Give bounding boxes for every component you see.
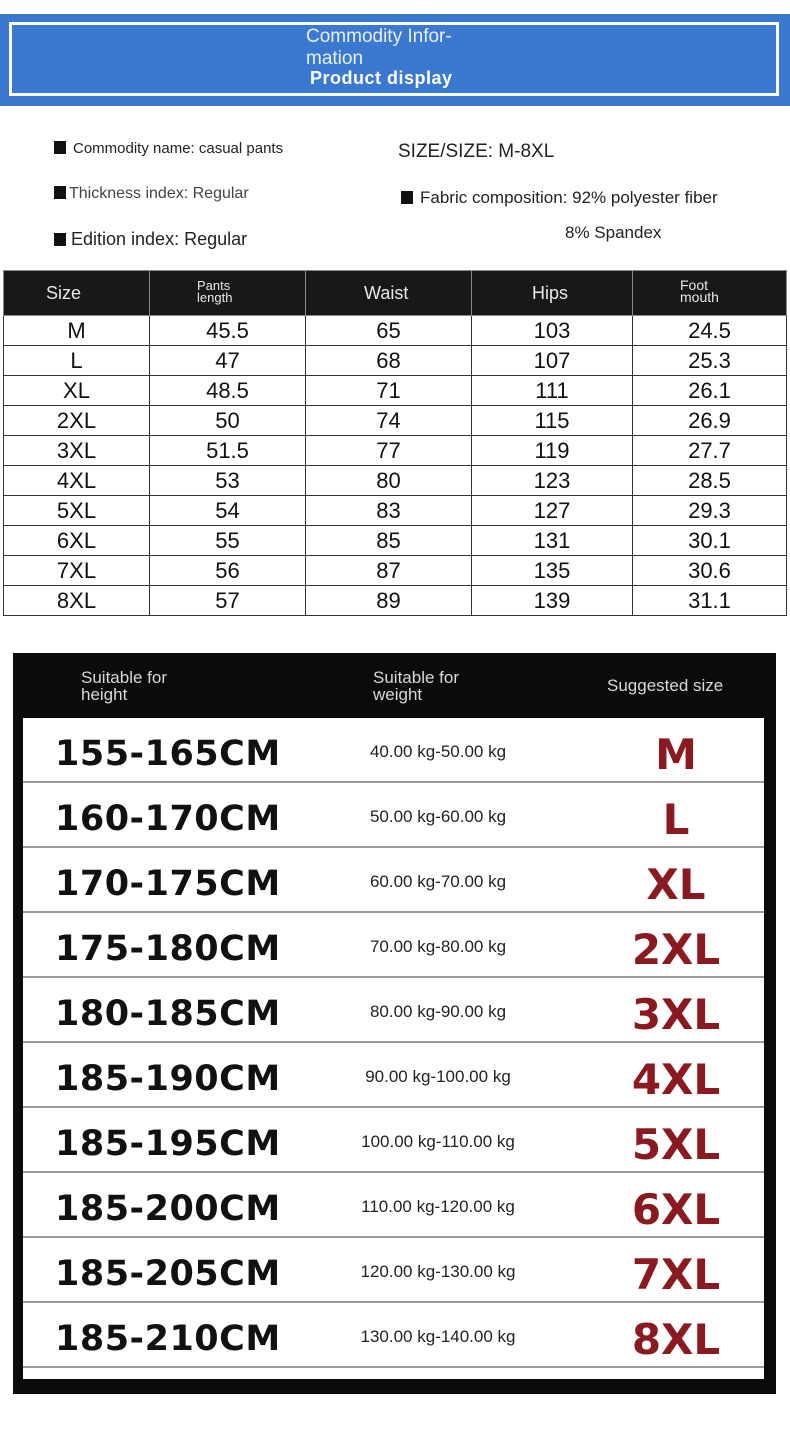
height-range: 185-200CM (55, 1189, 281, 1229)
size-table (3, 270, 787, 616)
height-range: 185-190CM (55, 1059, 281, 1099)
size-table-row (4, 436, 787, 466)
cell-waist: 87 (306, 556, 472, 586)
header-waist: Waist (306, 271, 472, 316)
height-range: 155-165CM (55, 734, 281, 774)
cell-foot-mouth: 26.9 (633, 406, 787, 436)
cell-hips: 103 (472, 316, 633, 346)
cell-size: M (4, 316, 150, 346)
height-range: 185-210CM (55, 1319, 281, 1359)
size-table-row (4, 406, 787, 436)
size-table-row (4, 316, 787, 346)
header-height: Suitable for height (81, 668, 167, 704)
suggested-size: 3XL (631, 990, 721, 1039)
cell-size: 4XL (4, 466, 150, 496)
size-table-header (4, 271, 787, 316)
banner-subtitle: Product display (310, 68, 453, 88)
cell-waist: 80 (306, 466, 472, 496)
cell-pants-length: 57 (150, 586, 306, 616)
weight-range: 50.00 kg-60.00 kg (369, 807, 507, 826)
cell-foot-mouth: 24.5 (633, 316, 787, 346)
cell-pants-length: 53 (150, 466, 306, 496)
height-range: 180-185CM (55, 994, 281, 1034)
recommendation-row (23, 913, 764, 978)
cell-waist: 83 (306, 496, 472, 526)
banner-title: Commodity Infor- mation (306, 26, 452, 69)
height-range: 160-170CM (55, 799, 281, 839)
recommendation-row (23, 1303, 764, 1368)
suggested-size: 2XL (631, 925, 721, 974)
cell-waist: 74 (306, 406, 472, 436)
suggested-size: 4XL (631, 1055, 721, 1104)
cell-pants-length: 56 (150, 556, 306, 586)
weight-range: 130.00 kg-140.00 kg (360, 1327, 516, 1346)
weight-range: 90.00 kg-100.00 kg (365, 1067, 511, 1086)
size-table-row (4, 556, 787, 586)
header-foot-mouth: Foot mouth (633, 271, 787, 316)
cell-pants-length: 50 (150, 406, 306, 436)
cell-pants-length: 55 (150, 526, 306, 556)
cell-hips: 123 (472, 466, 633, 496)
weight-range: 120.00 kg-130.00 kg (360, 1262, 516, 1281)
suggested-size: 8XL (631, 1315, 721, 1364)
cell-foot-mouth: 30.1 (633, 526, 787, 556)
weight-range: 40.00 kg-50.00 kg (369, 742, 507, 761)
suggested-size: XL (646, 860, 706, 909)
size-recommendation-panel (13, 653, 776, 1394)
weight-range: 80.00 kg-90.00 kg (369, 1002, 507, 1021)
cell-size: 5XL (4, 496, 150, 526)
info-thickness: Thickness index: Regular (54, 185, 249, 203)
info-edition: Edition index: Regular (54, 229, 247, 250)
weight-range: 100.00 kg-110.00 kg (361, 1132, 515, 1151)
cell-hips: 107 (472, 346, 633, 376)
header-banner (0, 14, 790, 106)
recommendation-row (23, 978, 764, 1043)
cell-pants-length: 51.5 (150, 436, 306, 466)
cell-size: XL (4, 376, 150, 406)
cell-hips: 131 (472, 526, 633, 556)
cell-pants-length: 47 (150, 346, 306, 376)
info-fabric: Fabric composition: 92% polyester fiber (401, 188, 718, 208)
header-pants-length: Pants length (150, 271, 306, 316)
bullet-square-icon (54, 186, 66, 199)
cell-pants-length: 48.5 (150, 376, 306, 406)
weight-range: 110.00 kg-120.00 kg (361, 1197, 515, 1216)
suggested-size: L (662, 795, 690, 844)
cell-waist: 68 (306, 346, 472, 376)
cell-hips: 139 (472, 586, 633, 616)
suggested-size: M (655, 730, 697, 779)
recommendation-row (23, 783, 764, 848)
cell-hips: 127 (472, 496, 633, 526)
recommendation-row (23, 1173, 764, 1238)
height-range: 185-205CM (55, 1254, 281, 1294)
cell-pants-length: 54 (150, 496, 306, 526)
cell-foot-mouth: 28.5 (633, 466, 787, 496)
size-table-row (4, 496, 787, 526)
cell-foot-mouth: 26.1 (633, 376, 787, 406)
bullet-square-icon (401, 191, 413, 204)
info-fabric-line2: 8% Spandex (565, 223, 662, 242)
cell-pants-length: 45.5 (150, 316, 306, 346)
cell-hips: 111 (472, 376, 633, 406)
height-range: 185-195CM (55, 1124, 281, 1164)
size-table-row (4, 346, 787, 376)
cell-size: 2XL (4, 406, 150, 436)
height-range: 170-175CM (55, 864, 281, 904)
bullet-square-icon (54, 233, 66, 246)
header-size: Size (4, 271, 150, 316)
cell-waist: 71 (306, 376, 472, 406)
height-range: 175-180CM (55, 929, 281, 969)
info-size: SIZE/SIZE: M-8XL (398, 141, 555, 162)
cell-waist: 85 (306, 526, 472, 556)
cell-waist: 89 (306, 586, 472, 616)
cell-waist: 65 (306, 316, 472, 346)
suggested-size: 6XL (631, 1185, 721, 1234)
cell-hips: 119 (472, 436, 633, 466)
cell-foot-mouth: 27.7 (633, 436, 787, 466)
cell-size: 8XL (4, 586, 150, 616)
cell-foot-mouth: 25.3 (633, 346, 787, 376)
weight-range: 60.00 kg-70.00 kg (369, 872, 507, 891)
header-suggested-size: Suggested size (607, 676, 724, 695)
recommendation-row (23, 1043, 764, 1108)
header-weight: Suitable for weight (373, 668, 459, 704)
recommendation-row (23, 1108, 764, 1173)
header-hips: Hips (472, 271, 633, 316)
cell-foot-mouth: 30.6 (633, 556, 787, 586)
size-table-row (4, 586, 787, 616)
cell-foot-mouth: 31.1 (633, 586, 787, 616)
cell-waist: 77 (306, 436, 472, 466)
cell-size: 3XL (4, 436, 150, 466)
recommendation-row (23, 1238, 764, 1303)
suggested-size: 5XL (631, 1120, 721, 1169)
cell-hips: 115 (472, 406, 633, 436)
recommendation-rows (23, 718, 764, 1379)
recommendation-row (23, 718, 764, 783)
bullet-square-icon (54, 141, 66, 154)
cell-foot-mouth: 29.3 (633, 496, 787, 526)
size-table-row (4, 466, 787, 496)
weight-range: 70.00 kg-80.00 kg (369, 937, 507, 956)
info-commodity-name: Commodity name: casual pants (54, 140, 283, 157)
cell-size: 7XL (4, 556, 150, 586)
size-table-row (4, 376, 787, 406)
size-table-row (4, 526, 787, 556)
suggested-size: 7XL (631, 1250, 721, 1299)
recommendation-row (23, 848, 764, 913)
cell-size: L (4, 346, 150, 376)
cell-hips: 135 (472, 556, 633, 586)
cell-size: 6XL (4, 526, 150, 556)
